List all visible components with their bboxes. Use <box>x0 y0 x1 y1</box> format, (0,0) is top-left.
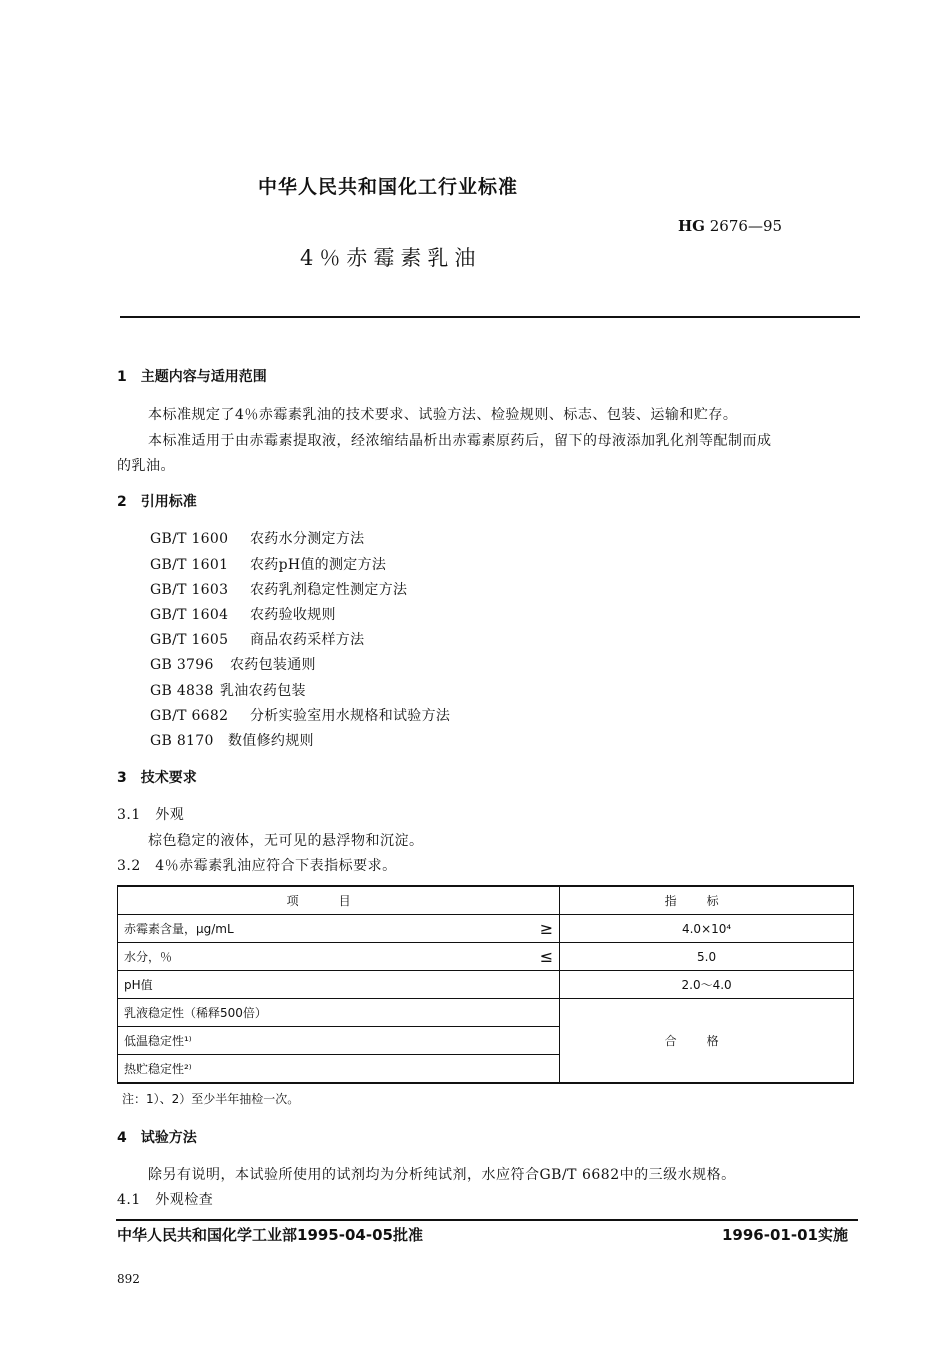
reference-name: 农药验收规则 <box>250 607 336 623</box>
row-operator: ≤ <box>517 943 560 971</box>
merged-qualified-value: 合格 <box>560 999 854 1084</box>
reference-name: 农药乳剂稳定性测定方法 <box>250 582 408 598</box>
row-operator <box>517 1055 560 1084</box>
reference-code: GB/T 1603 <box>150 582 229 598</box>
reference-name: 商品农药采样方法 <box>250 632 365 648</box>
row-item-name: 低温稳定性¹⁾ <box>118 1027 517 1055</box>
reference-code: GB 4838 <box>150 683 214 699</box>
table-row <box>118 999 854 1027</box>
reference-name: 数值修约规则 <box>228 733 314 749</box>
reference-code: GB 8170 <box>150 733 214 749</box>
section-3-2-heading: 3.2 4％赤霉素乳油应符合下表指标要求。 <box>117 858 397 874</box>
column-header-index: 指标 <box>560 886 854 915</box>
row-operator <box>517 971 560 999</box>
reference-name: 农药水分测定方法 <box>250 531 365 547</box>
title-rule <box>120 316 860 318</box>
standard-prefix: HG <box>678 217 705 235</box>
page-number: 892 <box>117 1272 140 1286</box>
reference-name: 乳油农药包装 <box>220 683 306 699</box>
specification-table <box>117 885 854 1084</box>
section-4-heading: 4 试验方法 <box>117 1130 197 1146</box>
reference-item <box>150 604 336 624</box>
reference-item <box>150 654 316 674</box>
section-1-heading: 1 主题内容与适用范围 <box>117 369 267 385</box>
footer-rule <box>116 1219 858 1221</box>
section-2-heading: 2 引用标准 <box>117 494 197 510</box>
reference-item <box>150 554 386 574</box>
reference-item <box>150 528 364 548</box>
reference-name: 农药pH值的测定方法 <box>250 557 387 573</box>
row-operator: ≥ <box>517 915 560 943</box>
row-value: 2.0～4.0 <box>560 971 854 999</box>
reference-item <box>150 680 306 700</box>
approval-statement: 中华人民共和国化学工业部1995-04-05批准 <box>117 1226 423 1244</box>
row-operator <box>517 1027 560 1055</box>
reference-code: GB/T 6682 <box>150 708 229 724</box>
reference-code: GB/T 1600 <box>150 531 229 547</box>
section-1-para-2b: 的乳油。 <box>117 458 175 474</box>
reference-item <box>150 579 407 599</box>
section-1-para-1: 本标准规定了4％赤霉素乳油的技术要求、试验方法、检验规则、标志、包装、运输和贮存。 <box>148 407 738 423</box>
reference-item <box>150 705 450 725</box>
reference-item <box>150 730 314 750</box>
table-row <box>118 971 854 999</box>
row-item-name: 热贮稳定性²⁾ <box>118 1055 517 1084</box>
table-header-row <box>118 886 854 915</box>
row-item-name: pH值 <box>118 971 517 999</box>
row-item-name: 乳液稳定性（稀释500倍） <box>118 999 517 1027</box>
column-header-item: 项目 <box>118 886 560 915</box>
reference-code: GB/T 1601 <box>150 557 229 573</box>
standard-number <box>678 217 782 235</box>
reference-code: GB 3796 <box>150 657 214 673</box>
table-row <box>118 915 854 943</box>
effective-date: 1996-01-01实施 <box>722 1226 848 1244</box>
section-1-para-2a: 本标准适用于由赤霉素提取液，经浓缩结晶析出赤霉素原药后，留下的母液添加乳化剂等配制而成 <box>148 433 772 449</box>
standard-code: 2676—95 <box>709 217 783 235</box>
section-4-para: 除另有说明，本试验所使用的试剂均为分析纯试剂，水应符合GB/T 6682中的三级水规格。 <box>148 1167 736 1183</box>
table-row <box>118 943 854 971</box>
row-value: 5.0 <box>560 943 854 971</box>
reference-code: GB/T 1604 <box>150 607 229 623</box>
section-3-heading: 3 技术要求 <box>117 770 197 786</box>
document-title: 4％赤霉素乳油 <box>300 246 482 270</box>
section-3-1-text: 棕色稳定的液体，无可见的悬浮物和沉淀。 <box>148 833 424 849</box>
row-item-name: 赤霉素含量，μg/mL <box>118 915 517 943</box>
row-item-name: 水分，％ <box>118 943 517 971</box>
reference-name: 分析实验室用水规格和试验方法 <box>250 708 451 724</box>
section-3-1-heading: 3.1 外观 <box>117 807 185 823</box>
reference-item <box>150 629 364 649</box>
reference-code: GB/T 1605 <box>150 632 229 648</box>
issuing-authority-title: 中华人民共和国化工行业标准 <box>258 176 519 198</box>
table-note: 注：1）、2）至少半年抽检一次。 <box>122 1092 300 1106</box>
row-value: 4.0×10⁴ <box>560 915 854 943</box>
row-operator <box>517 999 560 1027</box>
reference-name: 农药包装通则 <box>230 657 316 673</box>
section-4-1-heading: 4.1 外观检查 <box>117 1192 214 1208</box>
